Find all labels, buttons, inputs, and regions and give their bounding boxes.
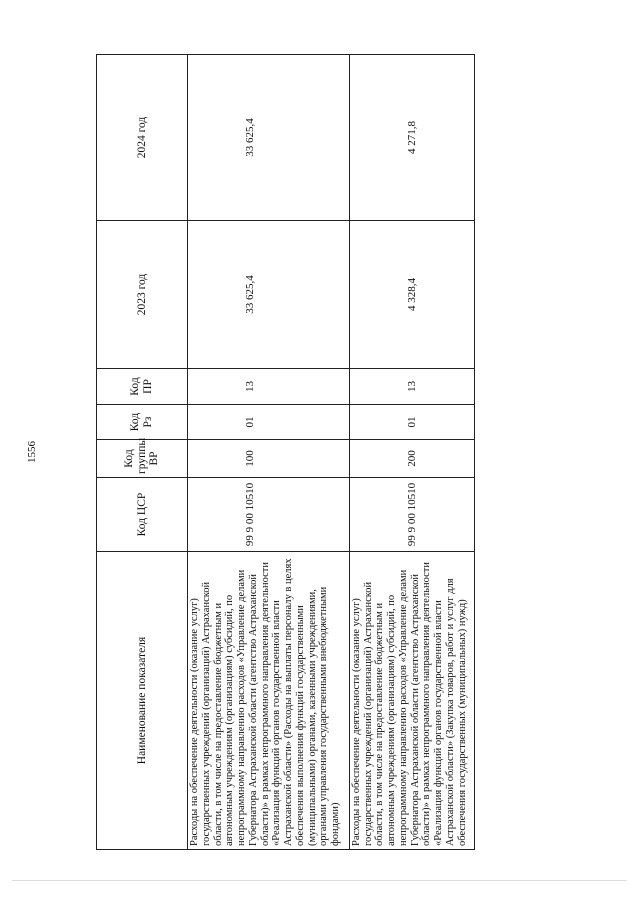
row-pr: 13: [188, 369, 350, 405]
table-header-row: [97, 55, 188, 850]
header-vr: Код группы ВР: [97, 440, 188, 478]
row-vr: 200: [349, 440, 474, 478]
header-2024: 2024 год: [97, 55, 188, 221]
header-rz: Код Рз: [97, 405, 188, 440]
row-2024: 4 271,8: [349, 55, 474, 221]
row-rz: 01: [188, 405, 350, 440]
row-csr: 99 9 00 10510: [188, 478, 350, 552]
row-name: Расходы на обеспечение деятельности (оказание услуг) государственных учреждений (организаций) Астраханской области, в том числе на предоставление бюджетным и автономным учреждениям (организациям) субсидий, по непрограммному направлению расходов «Управление делами Губернатора Астраханской области (агентство Астраханской области)» в рамках непрограммного направления деятельности «Реализация функций органов государственной власти Астраханской области» (Закупка товаров, работ и услуг для обеспечения государственных (муниципальных) нужд): [349, 552, 474, 850]
budget-table: [96, 54, 475, 850]
row-2023: 4 328,4: [349, 221, 474, 369]
header-name: Наименование показателя: [97, 552, 188, 850]
page-number: 1556: [26, 441, 38, 463]
row-2023: 33 625,4: [188, 221, 350, 369]
row-2024: 33 625,4: [188, 55, 350, 221]
rotated-table-container: [96, 55, 475, 850]
row-vr: 100: [188, 440, 350, 478]
scan-edge-line: [12, 880, 627, 881]
header-2023: 2023 год: [97, 221, 188, 369]
row-pr: 13: [349, 369, 474, 405]
row-csr: 99 9 00 10510: [349, 478, 474, 552]
header-pr: Код ПР: [97, 369, 188, 405]
row-rz: 01: [349, 405, 474, 440]
row-name: Расходы на обеспечение деятельности (оказание услуг) государственных учреждений (организаций) Астраханской области, в том числе на предоставление бюджетным и автономным учреждениям (организациям) субсидий, по непрограммному направлению расходов «Управление делами Губернатора Астраханской области (агентство Астраханской области)» в рамках непрограммного направления деятельности «Реализация функций органов государственной власти Астраханской области» (Расходы на выплаты персоналу в целях обеспечения выполнения функций государственными (муниципальными) органами, казенными учреждениями, органами управления государственными внебюджетными фондами): [188, 552, 350, 850]
table-row: [188, 55, 350, 850]
table-row: [349, 55, 474, 850]
header-csr: Код ЦСР: [97, 478, 188, 552]
